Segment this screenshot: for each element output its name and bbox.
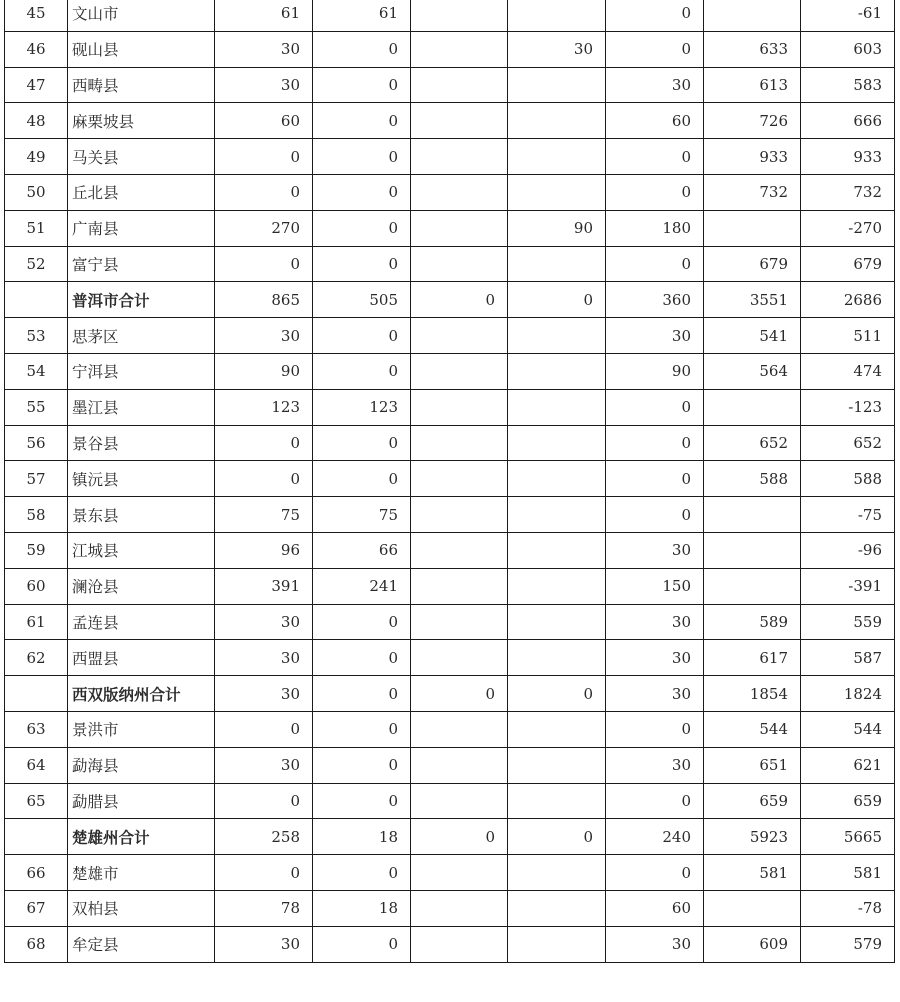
value-cell-col4: 0	[508, 676, 606, 712]
value-cell-col6	[704, 568, 801, 604]
value-cell-col1: 0	[215, 139, 313, 175]
table-row	[5, 103, 895, 139]
row-index: 56	[5, 425, 68, 461]
value-cell-col1: 0	[215, 783, 313, 819]
row-index: 57	[5, 461, 68, 497]
county-name: 牟定县	[68, 926, 215, 962]
value-cell-col2: 0	[313, 210, 411, 246]
row-index: 50	[5, 174, 68, 210]
value-cell-col1: 30	[215, 31, 313, 67]
value-cell-col4	[508, 711, 606, 747]
value-cell-col7: 1824	[801, 676, 895, 712]
value-cell-col3	[411, 855, 508, 891]
value-cell-col6: 659	[704, 783, 801, 819]
value-cell-col2: 0	[313, 425, 411, 461]
value-cell-col6: 732	[704, 174, 801, 210]
value-cell-col6: 617	[704, 640, 801, 676]
table-row	[5, 246, 895, 282]
table-row	[5, 890, 895, 926]
table-row	[5, 783, 895, 819]
county-name: 勐海县	[68, 747, 215, 783]
value-cell-col6: 652	[704, 425, 801, 461]
county-name: 广南县	[68, 210, 215, 246]
value-cell-col7: -391	[801, 568, 895, 604]
value-cell-col4: 0	[508, 282, 606, 318]
value-cell-col7: 652	[801, 425, 895, 461]
value-cell-col2: 505	[313, 282, 411, 318]
row-index: 67	[5, 890, 68, 926]
value-cell-col3	[411, 67, 508, 103]
value-cell-col3	[411, 0, 508, 31]
row-index: 51	[5, 210, 68, 246]
table-row	[5, 604, 895, 640]
value-cell-col5: 30	[606, 318, 704, 354]
value-cell-col2: 66	[313, 532, 411, 568]
value-cell-col7: 933	[801, 139, 895, 175]
value-cell-col1: 30	[215, 604, 313, 640]
value-cell-col1: 0	[215, 461, 313, 497]
value-cell-col7: 588	[801, 461, 895, 497]
value-cell-col4	[508, 497, 606, 533]
value-cell-col4	[508, 174, 606, 210]
value-cell-col4	[508, 139, 606, 175]
value-cell-col4	[508, 425, 606, 461]
table-row	[5, 31, 895, 67]
county-name: 景洪市	[68, 711, 215, 747]
value-cell-col4	[508, 67, 606, 103]
value-cell-col3	[411, 711, 508, 747]
value-cell-col7: 559	[801, 604, 895, 640]
value-cell-col6: 726	[704, 103, 801, 139]
subtotal-row	[5, 282, 895, 318]
row-index: 59	[5, 532, 68, 568]
value-cell-col4	[508, 926, 606, 962]
value-cell-col6	[704, 890, 801, 926]
value-cell-col1: 865	[215, 282, 313, 318]
value-cell-col5: 30	[606, 926, 704, 962]
county-name: 文山市	[68, 0, 215, 31]
value-cell-col7: 544	[801, 711, 895, 747]
value-cell-col7: -96	[801, 532, 895, 568]
value-cell-col6: 5923	[704, 819, 801, 855]
value-cell-col1: 30	[215, 747, 313, 783]
value-cell-col4	[508, 855, 606, 891]
value-cell-col2: 0	[313, 711, 411, 747]
county-name: 双柏县	[68, 890, 215, 926]
value-cell-col7: 2686	[801, 282, 895, 318]
value-cell-col1: 96	[215, 532, 313, 568]
table-row	[5, 855, 895, 891]
value-cell-col3	[411, 926, 508, 962]
data-table	[4, 0, 895, 963]
value-cell-col7: 679	[801, 246, 895, 282]
value-cell-col2: 0	[313, 31, 411, 67]
value-cell-col3	[411, 568, 508, 604]
county-name: 孟连县	[68, 604, 215, 640]
value-cell-col3	[411, 425, 508, 461]
value-cell-col3	[411, 174, 508, 210]
row-index	[5, 819, 68, 855]
value-cell-col1: 30	[215, 640, 313, 676]
county-name: 景谷县	[68, 425, 215, 461]
value-cell-col4	[508, 246, 606, 282]
county-name: 墨江县	[68, 389, 215, 425]
value-cell-col7: 732	[801, 174, 895, 210]
value-cell-col6	[704, 210, 801, 246]
value-cell-col3	[411, 210, 508, 246]
value-cell-col5: 0	[606, 855, 704, 891]
value-cell-col2: 0	[313, 103, 411, 139]
value-cell-col3	[411, 747, 508, 783]
value-cell-col2: 75	[313, 497, 411, 533]
value-cell-col7: 666	[801, 103, 895, 139]
value-cell-col2: 0	[313, 353, 411, 389]
value-cell-col6	[704, 0, 801, 31]
county-name: 富宁县	[68, 246, 215, 282]
table-row	[5, 425, 895, 461]
value-cell-col5: 0	[606, 389, 704, 425]
value-cell-col7: 621	[801, 747, 895, 783]
county-name: 马关县	[68, 139, 215, 175]
row-index: 60	[5, 568, 68, 604]
value-cell-col3	[411, 532, 508, 568]
table-row	[5, 532, 895, 568]
value-cell-col7: 587	[801, 640, 895, 676]
county-name: 宁洱县	[68, 353, 215, 389]
value-cell-col2: 0	[313, 747, 411, 783]
value-cell-col1: 0	[215, 174, 313, 210]
value-cell-col2: 0	[313, 139, 411, 175]
value-cell-col3	[411, 318, 508, 354]
value-cell-col3	[411, 640, 508, 676]
value-cell-col5: 180	[606, 210, 704, 246]
subtotal-name: 西双版纳州合计	[68, 676, 215, 712]
row-index: 64	[5, 747, 68, 783]
value-cell-col3: 0	[411, 819, 508, 855]
value-cell-col1: 0	[215, 425, 313, 461]
row-index: 61	[5, 604, 68, 640]
value-cell-col2: 0	[313, 67, 411, 103]
value-cell-col1: 0	[215, 246, 313, 282]
value-cell-col7: 603	[801, 31, 895, 67]
value-cell-col7: 511	[801, 318, 895, 354]
value-cell-col7: 583	[801, 67, 895, 103]
value-cell-col5: 0	[606, 0, 704, 31]
value-cell-col4: 90	[508, 210, 606, 246]
value-cell-col6: 544	[704, 711, 801, 747]
value-cell-col6	[704, 389, 801, 425]
value-cell-col2: 0	[313, 676, 411, 712]
value-cell-col2: 0	[313, 926, 411, 962]
value-cell-col2: 0	[313, 318, 411, 354]
value-cell-col3	[411, 497, 508, 533]
value-cell-col6: 609	[704, 926, 801, 962]
value-cell-col6: 1854	[704, 676, 801, 712]
row-index: 66	[5, 855, 68, 891]
county-name: 景东县	[68, 497, 215, 533]
value-cell-col2: 0	[313, 604, 411, 640]
value-cell-col4	[508, 604, 606, 640]
value-cell-col7: 581	[801, 855, 895, 891]
value-cell-col6: 581	[704, 855, 801, 891]
value-cell-col2: 241	[313, 568, 411, 604]
value-cell-col5: 150	[606, 568, 704, 604]
value-cell-col3	[411, 604, 508, 640]
value-cell-col5: 30	[606, 747, 704, 783]
value-cell-col2: 0	[313, 640, 411, 676]
value-cell-col6: 589	[704, 604, 801, 640]
value-cell-col4	[508, 389, 606, 425]
value-cell-col4	[508, 0, 606, 31]
county-name: 澜沧县	[68, 568, 215, 604]
table-row	[5, 640, 895, 676]
row-index: 62	[5, 640, 68, 676]
table-row	[5, 353, 895, 389]
value-cell-col5: 0	[606, 461, 704, 497]
value-cell-col6: 679	[704, 246, 801, 282]
value-cell-col2: 0	[313, 246, 411, 282]
value-cell-col5: 360	[606, 282, 704, 318]
value-cell-col1: 30	[215, 67, 313, 103]
table-row	[5, 711, 895, 747]
value-cell-col5: 30	[606, 604, 704, 640]
row-index: 68	[5, 926, 68, 962]
value-cell-col7: 5665	[801, 819, 895, 855]
value-cell-col5: 60	[606, 890, 704, 926]
value-cell-col5: 60	[606, 103, 704, 139]
value-cell-col2: 61	[313, 0, 411, 31]
value-cell-col1: 391	[215, 568, 313, 604]
value-cell-col5: 0	[606, 246, 704, 282]
value-cell-col5: 0	[606, 783, 704, 819]
table-body	[5, 0, 895, 962]
value-cell-col1: 123	[215, 389, 313, 425]
value-cell-col5: 30	[606, 67, 704, 103]
row-index: 63	[5, 711, 68, 747]
value-cell-col6: 613	[704, 67, 801, 103]
table-row	[5, 389, 895, 425]
value-cell-col6	[704, 497, 801, 533]
value-cell-col3	[411, 31, 508, 67]
value-cell-col4	[508, 532, 606, 568]
value-cell-col4	[508, 747, 606, 783]
value-cell-col1: 30	[215, 676, 313, 712]
county-name: 思茅区	[68, 318, 215, 354]
value-cell-col6	[704, 532, 801, 568]
value-cell-col6: 651	[704, 747, 801, 783]
value-cell-col6: 564	[704, 353, 801, 389]
value-cell-col5: 240	[606, 819, 704, 855]
value-cell-col2: 18	[313, 890, 411, 926]
value-cell-col7: -61	[801, 0, 895, 31]
row-index: 65	[5, 783, 68, 819]
table-row	[5, 174, 895, 210]
value-cell-col2: 0	[313, 783, 411, 819]
value-cell-col1: 78	[215, 890, 313, 926]
table-row	[5, 139, 895, 175]
value-cell-col7: -75	[801, 497, 895, 533]
value-cell-col5: 30	[606, 532, 704, 568]
subtotal-row	[5, 676, 895, 712]
value-cell-col4	[508, 783, 606, 819]
table-row	[5, 210, 895, 246]
value-cell-col6: 933	[704, 139, 801, 175]
value-cell-col4	[508, 103, 606, 139]
county-name: 勐腊县	[68, 783, 215, 819]
subtotal-row	[5, 819, 895, 855]
table-row	[5, 747, 895, 783]
value-cell-col5: 0	[606, 31, 704, 67]
value-cell-col5: 0	[606, 425, 704, 461]
value-cell-col2: 0	[313, 855, 411, 891]
value-cell-col5: 30	[606, 676, 704, 712]
table-row	[5, 0, 895, 31]
value-cell-col7: -78	[801, 890, 895, 926]
value-cell-col2: 18	[313, 819, 411, 855]
value-cell-col3	[411, 103, 508, 139]
value-cell-col3	[411, 890, 508, 926]
value-cell-col1: 270	[215, 210, 313, 246]
value-cell-col1: 90	[215, 353, 313, 389]
row-index: 55	[5, 389, 68, 425]
value-cell-col1: 61	[215, 0, 313, 31]
county-name: 镇沅县	[68, 461, 215, 497]
value-cell-col7: -270	[801, 210, 895, 246]
value-cell-col6: 541	[704, 318, 801, 354]
value-cell-col5: 30	[606, 640, 704, 676]
value-cell-col4	[508, 461, 606, 497]
row-index: 53	[5, 318, 68, 354]
value-cell-col7: 659	[801, 783, 895, 819]
value-cell-col5: 0	[606, 139, 704, 175]
table-row	[5, 67, 895, 103]
value-cell-col3	[411, 353, 508, 389]
value-cell-col5: 0	[606, 711, 704, 747]
value-cell-col5: 90	[606, 353, 704, 389]
value-cell-col4	[508, 890, 606, 926]
county-name: 楚雄市	[68, 855, 215, 891]
value-cell-col3	[411, 389, 508, 425]
value-cell-col3	[411, 783, 508, 819]
county-name: 砚山县	[68, 31, 215, 67]
subtotal-name: 楚雄州合计	[68, 819, 215, 855]
value-cell-col3	[411, 139, 508, 175]
value-cell-col5: 0	[606, 497, 704, 533]
county-name: 丘北县	[68, 174, 215, 210]
value-cell-col4	[508, 318, 606, 354]
row-index: 47	[5, 67, 68, 103]
row-index: 48	[5, 103, 68, 139]
value-cell-col4	[508, 568, 606, 604]
table-row	[5, 461, 895, 497]
value-cell-col1: 0	[215, 711, 313, 747]
value-cell-col1: 30	[215, 926, 313, 962]
value-cell-col4: 30	[508, 31, 606, 67]
county-name: 西畴县	[68, 67, 215, 103]
value-cell-col4	[508, 353, 606, 389]
value-cell-col3	[411, 461, 508, 497]
value-cell-col3	[411, 246, 508, 282]
row-index	[5, 676, 68, 712]
county-name: 江城县	[68, 532, 215, 568]
value-cell-col1: 60	[215, 103, 313, 139]
row-index: 45	[5, 0, 68, 31]
value-cell-col2: 123	[313, 389, 411, 425]
table-row	[5, 497, 895, 533]
row-index: 52	[5, 246, 68, 282]
subtotal-name: 普洱市合计	[68, 282, 215, 318]
row-index	[5, 282, 68, 318]
row-index: 46	[5, 31, 68, 67]
value-cell-col2: 0	[313, 461, 411, 497]
value-cell-col6: 3551	[704, 282, 801, 318]
value-cell-col1: 30	[215, 318, 313, 354]
value-cell-col3: 0	[411, 282, 508, 318]
value-cell-col4: 0	[508, 819, 606, 855]
table-row	[5, 568, 895, 604]
table-row	[5, 926, 895, 962]
county-name: 麻栗坡县	[68, 103, 215, 139]
row-index: 54	[5, 353, 68, 389]
value-cell-col3: 0	[411, 676, 508, 712]
value-cell-col1: 75	[215, 497, 313, 533]
value-cell-col1: 258	[215, 819, 313, 855]
row-index: 49	[5, 139, 68, 175]
value-cell-col6: 633	[704, 31, 801, 67]
value-cell-col6: 588	[704, 461, 801, 497]
value-cell-col4	[508, 640, 606, 676]
value-cell-col7: -123	[801, 389, 895, 425]
value-cell-col2: 0	[313, 174, 411, 210]
value-cell-col5: 0	[606, 174, 704, 210]
table-row	[5, 318, 895, 354]
value-cell-col7: 474	[801, 353, 895, 389]
value-cell-col1: 0	[215, 855, 313, 891]
county-name: 西盟县	[68, 640, 215, 676]
row-index: 58	[5, 497, 68, 533]
value-cell-col7: 579	[801, 926, 895, 962]
